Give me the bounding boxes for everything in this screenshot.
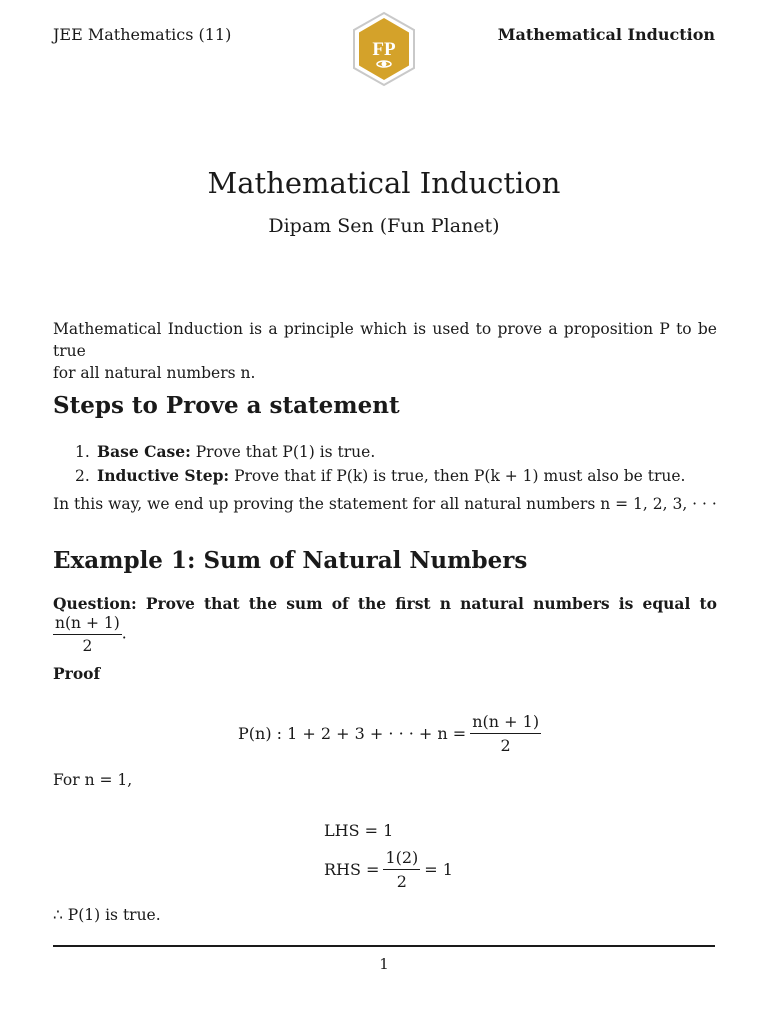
rhs-prefix: RHS = (324, 860, 380, 879)
page-number: 1 (379, 955, 389, 973)
intro-line-2: for all natural numbers n. (53, 364, 256, 382)
header-topic: Mathematical Induction (497, 25, 715, 44)
list-item (75, 440, 685, 464)
document-author: Dipam Sen (Fun Planet) (268, 215, 500, 237)
question-end: . (121, 624, 127, 643)
fraction-numerator: n(n + 1) (55, 614, 120, 632)
logo-text: FP (372, 39, 396, 60)
fun-planet-logo (351, 11, 417, 87)
rhs-suffix: = 1 (424, 860, 453, 879)
fraction-denominator: 2 (53, 634, 122, 655)
footer-divider (53, 945, 715, 947)
steps-list (75, 440, 685, 488)
question-text: Question: Prove that the sum of the first n natural numbers is equal to (53, 594, 717, 613)
step-number: 2. (75, 467, 90, 485)
header-course: JEE Mathematics (11) (53, 25, 232, 44)
step-label: Inductive Step: (97, 466, 230, 485)
steps-heading: Steps to Prove a statement (53, 392, 400, 419)
document-title: Mathematical Induction (207, 166, 561, 200)
induction-equation (238, 712, 541, 755)
equation-lhs: P(n) : 1 + 2 + 3 + · · · + n = (238, 724, 467, 743)
conclusion-paragraph: In this way, we end up proving the statement for all natural numbers n = 1, 2, 3, · · · (53, 495, 717, 513)
fraction-denominator: 2 (470, 733, 541, 755)
fraction-numerator: 1(2) (385, 848, 419, 867)
for-n-text: For n = 1, (53, 771, 133, 789)
fraction-denominator: 2 (383, 869, 420, 891)
intro-paragraph (53, 318, 717, 384)
proof-label: Proof (53, 664, 101, 683)
step-number: 1. (75, 443, 90, 461)
rhs-equation (324, 848, 453, 891)
step-text: Prove that if P(k) is true, then P(k + 1) must also be true. (229, 467, 686, 485)
fraction-numerator: n(n + 1) (472, 712, 540, 731)
question-fraction (53, 614, 127, 655)
example-heading: Example 1: Sum of Natural Numbers (53, 547, 528, 574)
step-text: Prove that P(1) is true. (190, 443, 376, 461)
lhs-equation: LHS = 1 (324, 821, 394, 840)
list-item (75, 464, 685, 488)
step-label: Base Case: (97, 442, 191, 461)
intro-line-1: Mathematical Induction is a principle which is used to prove a proposition P to be true (53, 320, 717, 360)
therefore-statement: ∴ P(1) is true. (53, 906, 161, 924)
